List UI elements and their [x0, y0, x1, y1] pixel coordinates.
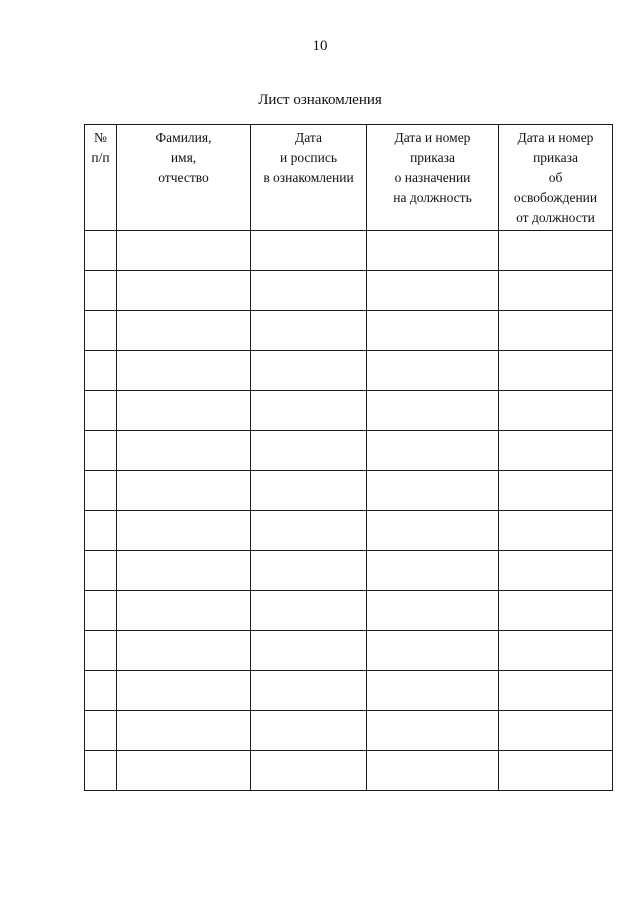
table-cell [85, 231, 117, 271]
table-cell [117, 431, 251, 471]
table-cell [251, 231, 367, 271]
header-line: Дата и номер [517, 130, 594, 145]
table-cell [367, 751, 499, 791]
table-row [85, 471, 613, 511]
header-line: приказа [410, 150, 455, 165]
table-cell [85, 631, 117, 671]
table-cell [367, 431, 499, 471]
table-row [85, 511, 613, 551]
table-cell [367, 471, 499, 511]
page-number: 10 [312, 38, 328, 54]
table-cell [499, 311, 613, 351]
table-cell [85, 671, 117, 711]
table-cell [499, 391, 613, 431]
header-line: о назначении [394, 170, 471, 185]
table-row [85, 311, 613, 351]
table-cell [251, 751, 367, 791]
table-cell [367, 271, 499, 311]
table-cell [251, 551, 367, 591]
table-cell [85, 711, 117, 751]
table-cell [499, 351, 613, 391]
table-cell [117, 511, 251, 551]
table-row [85, 231, 613, 271]
table-cell [367, 591, 499, 631]
table-cell [367, 231, 499, 271]
table-cell [85, 431, 117, 471]
table-cell [251, 471, 367, 511]
table-header-row [85, 125, 613, 231]
table-cell [85, 751, 117, 791]
table-cell [499, 671, 613, 711]
table-cell [85, 551, 117, 591]
table-row [85, 431, 613, 471]
table-cell [251, 311, 367, 351]
table-cell [499, 271, 613, 311]
table-cell [85, 271, 117, 311]
header-full-name [117, 125, 251, 231]
header-date-signature [251, 125, 367, 231]
table-cell [117, 751, 251, 791]
header-line: Фамилия, [155, 130, 212, 145]
header-line: п/п [91, 150, 110, 165]
table-cell [367, 711, 499, 751]
table-cell [499, 631, 613, 671]
acknowledgement-table [84, 124, 613, 791]
header-line: имя, [170, 150, 197, 165]
header-line: отчество [158, 170, 209, 185]
table-cell [251, 351, 367, 391]
header-line: Дата и номер [394, 130, 471, 145]
header-line: и роспись [279, 150, 338, 165]
table-cell [85, 471, 117, 511]
table-cell [117, 311, 251, 351]
table-row [85, 711, 613, 751]
table-row [85, 591, 613, 631]
header-line: Дата [295, 130, 322, 145]
table-cell [367, 391, 499, 431]
header-dismissal-order [499, 125, 613, 231]
header-line: освобождении [513, 190, 598, 205]
table-cell [117, 271, 251, 311]
table-cell [367, 551, 499, 591]
table-cell [367, 311, 499, 351]
table-cell [499, 511, 613, 551]
table-cell [367, 351, 499, 391]
table-cell [251, 391, 367, 431]
table-cell [117, 391, 251, 431]
table-cell [85, 511, 117, 551]
sheet-title: Лист ознакомления [258, 92, 382, 108]
header-line: № [94, 130, 107, 145]
table-cell [117, 551, 251, 591]
table-row [85, 751, 613, 791]
table-cell [85, 391, 117, 431]
header-line: об [548, 170, 563, 185]
table-cell [117, 231, 251, 271]
header-line: приказа [533, 150, 578, 165]
table-cell [251, 591, 367, 631]
table-cell [499, 711, 613, 751]
table-cell [117, 711, 251, 751]
table-cell [251, 631, 367, 671]
table-cell [367, 631, 499, 671]
table-row [85, 271, 613, 311]
table-cell [85, 311, 117, 351]
table-cell [117, 591, 251, 631]
table-cell [251, 271, 367, 311]
table-cell [499, 591, 613, 631]
table-cell [499, 751, 613, 791]
table-cell [499, 431, 613, 471]
header-line: в ознакомлении [263, 170, 354, 185]
table-cell [117, 671, 251, 711]
table-cell [499, 471, 613, 511]
table-row [85, 631, 613, 671]
table-cell [251, 511, 367, 551]
table-cell [367, 511, 499, 551]
table-cell [251, 431, 367, 471]
table-cell [117, 631, 251, 671]
table-cell [251, 711, 367, 751]
table-row [85, 391, 613, 431]
table-row [85, 551, 613, 591]
table-row [85, 671, 613, 711]
header-line: на должность [393, 190, 472, 205]
header-appointment-order [367, 125, 499, 231]
table-row [85, 351, 613, 391]
table-cell [117, 471, 251, 511]
table-cell [85, 351, 117, 391]
table-cell [499, 231, 613, 271]
table-body [85, 231, 613, 791]
header-line: от должности [516, 210, 595, 225]
table-cell [367, 671, 499, 711]
table-cell [251, 671, 367, 711]
table-cell [499, 551, 613, 591]
table-cell [117, 351, 251, 391]
header-number [85, 125, 117, 231]
table-cell [85, 591, 117, 631]
